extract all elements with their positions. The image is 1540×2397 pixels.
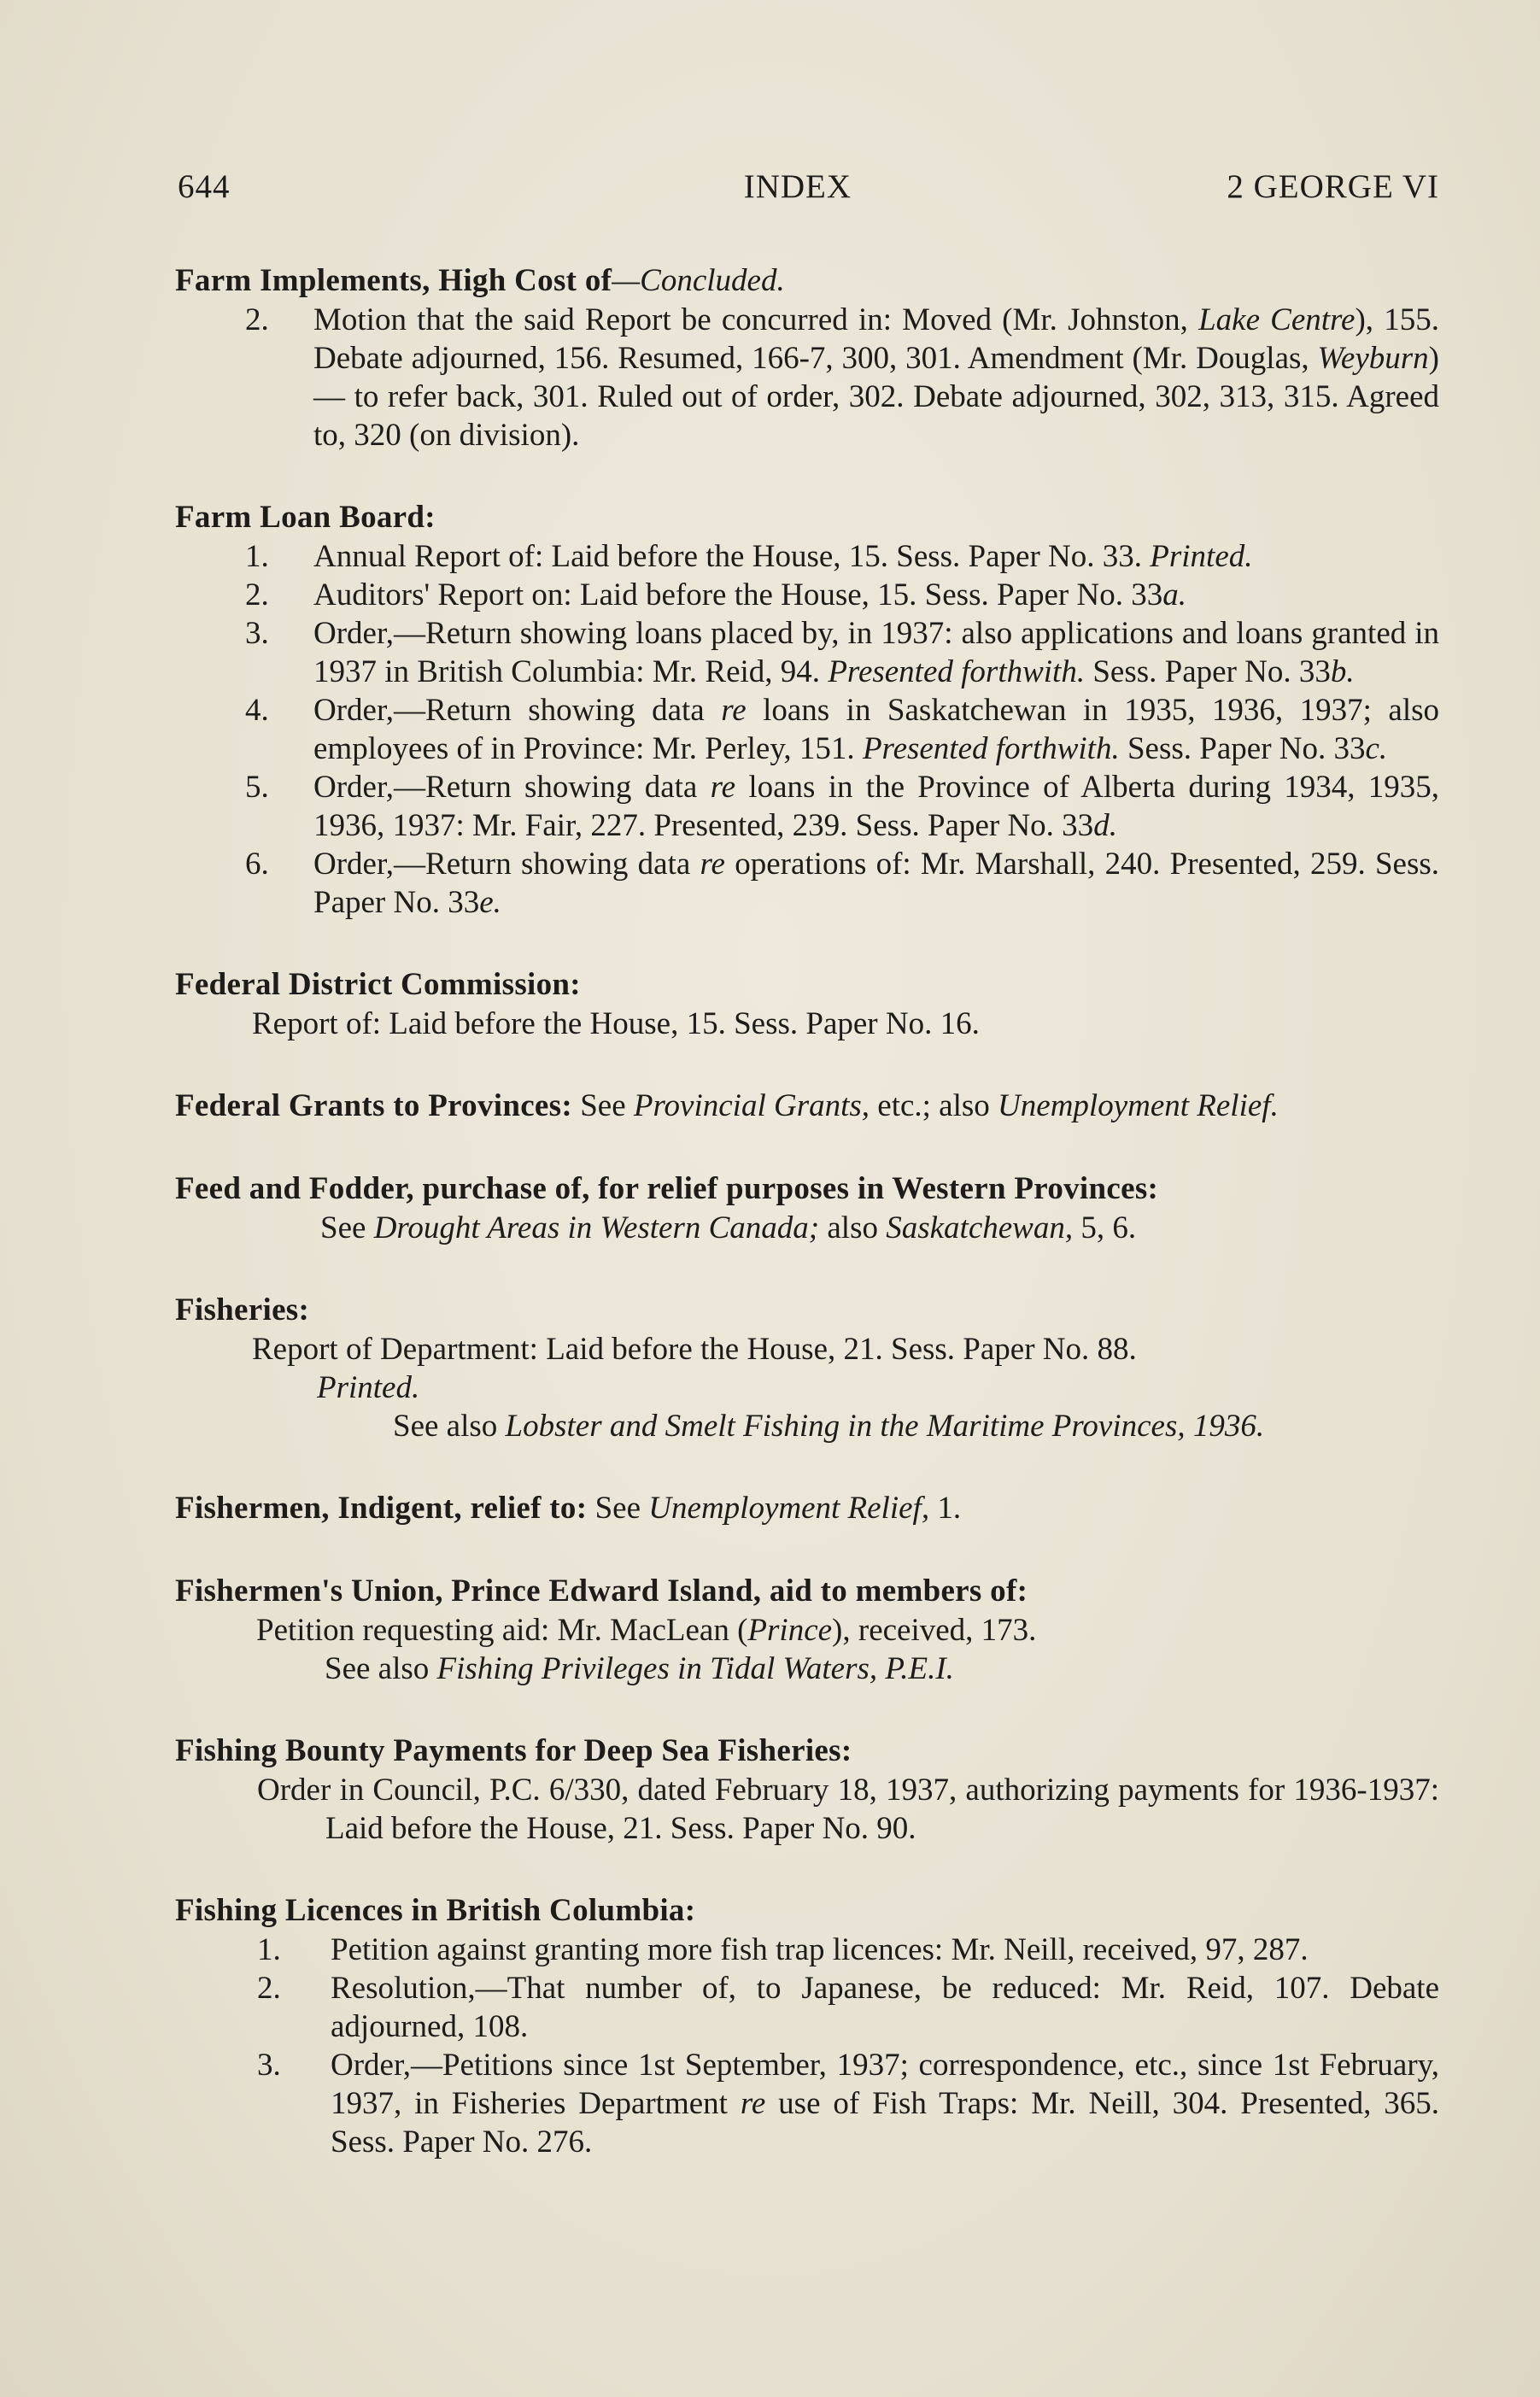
- entry-line: Order in Council, P.C. 6/330, dated February 18, 1937, authorizing payments for 1936-1937: Laid before the House, 21. Sess. Paper No. 90.: [257, 1773, 1439, 1846]
- entry-line: Report of Department: Laid before the House, 21. Sess. Paper No. 88.: [252, 1332, 1137, 1367]
- running-title: INDEX: [743, 168, 852, 205]
- index-entry: [175, 1572, 1439, 1688]
- entry-line: Report of: Laid before the House, 15. Sess. Paper No. 16.: [252, 1006, 980, 1041]
- entry-item: 6. Order,—Return showing data re operations of: Mr. Marshall, 240. Presented, 259. Sess. Paper No. 33e.: [245, 847, 1439, 920]
- index-entry: [175, 1291, 1439, 1445]
- index-entry: [175, 965, 1439, 1043]
- entry-heading: Fishermen, Indigent, relief to: See Unemployment Relief, 1.: [175, 1491, 962, 1526]
- entry-item: 1. Petition against granting more fish trap licences: Mr. Neill, received, 97, 287.: [257, 1932, 1309, 1967]
- entry-item: 5. Order,—Return showing data re loans in the Province of Alberta during 1934, 1935, 1936, 1937: Mr. Fair, 227. Presented, 239. Sess. Paper No. 33d.: [245, 770, 1440, 843]
- entry-line: Printed.: [317, 1370, 420, 1405]
- entry-item: 3. Order,—Return showing loans placed by, in 1937: also applications and loans granted in 1937 in British Columbia: Mr. Reid, 94. Presented forthwith. Sess. Paper No. 33b.: [245, 616, 1439, 689]
- entry-item: 2. Resolution,—That number of, to Japanese, be reduced: Mr. Reid, 107. Debate adjourned, 108.: [257, 1971, 1439, 2044]
- cross-reference: See also Lobster and Smelt Fishing in the Maritime Provinces, 1936.: [393, 1409, 1265, 1444]
- index-entry: [175, 1489, 1439, 1528]
- index-entry: [175, 1169, 1439, 1247]
- entry-heading: Federal Grants to Provinces: See Provincial Grants, etc.; also Unemployment Relief.: [175, 1088, 1279, 1123]
- index-entry: [175, 1087, 1439, 1126]
- entry-heading: Fishing Licences in British Columbia:: [175, 1893, 696, 1928]
- index-entry: [175, 1891, 1439, 2161]
- entry-item: 1. Annual Report of: Laid before the House, 15. Sess. Paper No. 33. Printed.: [245, 539, 1253, 574]
- cross-reference: See also Fishing Privileges in Tidal Waters, P.E.I.: [325, 1651, 954, 1686]
- entry-item: 2. Auditors' Report on: Laid before the House, 15. Sess. Paper No. 33a.: [245, 577, 1186, 612]
- running-header: [178, 167, 1439, 212]
- index-body: [175, 261, 1439, 2161]
- entry-heading: Fisheries:: [175, 1292, 310, 1327]
- cross-reference: See Drought Areas in Western Canada; also Saskatchewan, 5, 6.: [320, 1210, 1137, 1245]
- entry-heading: Farm Loan Board:: [175, 500, 436, 535]
- running-volume: 2 GEORGE VI: [1227, 168, 1439, 205]
- entry-item: 4. Order,—Return showing data re loans in Saskatchewan in 1935, 1936, 1937; also employees of in Province: Mr. Perley, 151. Presented forthwith. Sess. Paper No. 33c.: [245, 693, 1439, 766]
- entry-heading: Federal District Commission:: [175, 967, 581, 1002]
- entry-heading: Fishermen's Union, Prince Edward Island, aid to members of:: [175, 1574, 1028, 1609]
- entry-item: 2. Motion that the said Report be concurred in: Moved (Mr. Johnston, Lake Centre), 155. Debate adjourned, 156. Resumed, 166-7, 300, 301. Amendment (Mr. Douglas, Weyburn)— to refer back, 301. Ruled out of order, 302. Debate adjourned, 302, 313, 315. Agreed to, 320 (on division).: [245, 302, 1439, 453]
- index-entry: [175, 498, 1439, 922]
- index-entry: [175, 1732, 1439, 1848]
- entry-item: 3. Order,—Petitions since 1st September, 1937; correspondence, etc., since 1st February, 1937, in Fisheries Department re use of Fish Traps: Mr. Neill, 304. Presented, 365. Sess. Paper No. 276.: [257, 2048, 1439, 2160]
- entry-heading: Feed and Fodder, purchase of, for relief purposes in Western Provinces:: [175, 1171, 1159, 1206]
- entry-heading: Farm Implements, High Cost of—Concluded.: [175, 263, 785, 298]
- index-entry: [175, 261, 1439, 454]
- entry-line: Petition requesting aid: Mr. MacLean (Prince), received, 173.: [256, 1613, 1037, 1648]
- entry-heading: Fishing Bounty Payments for Deep Sea Fisheries:: [175, 1733, 852, 1768]
- page-number: 644: [178, 168, 231, 205]
